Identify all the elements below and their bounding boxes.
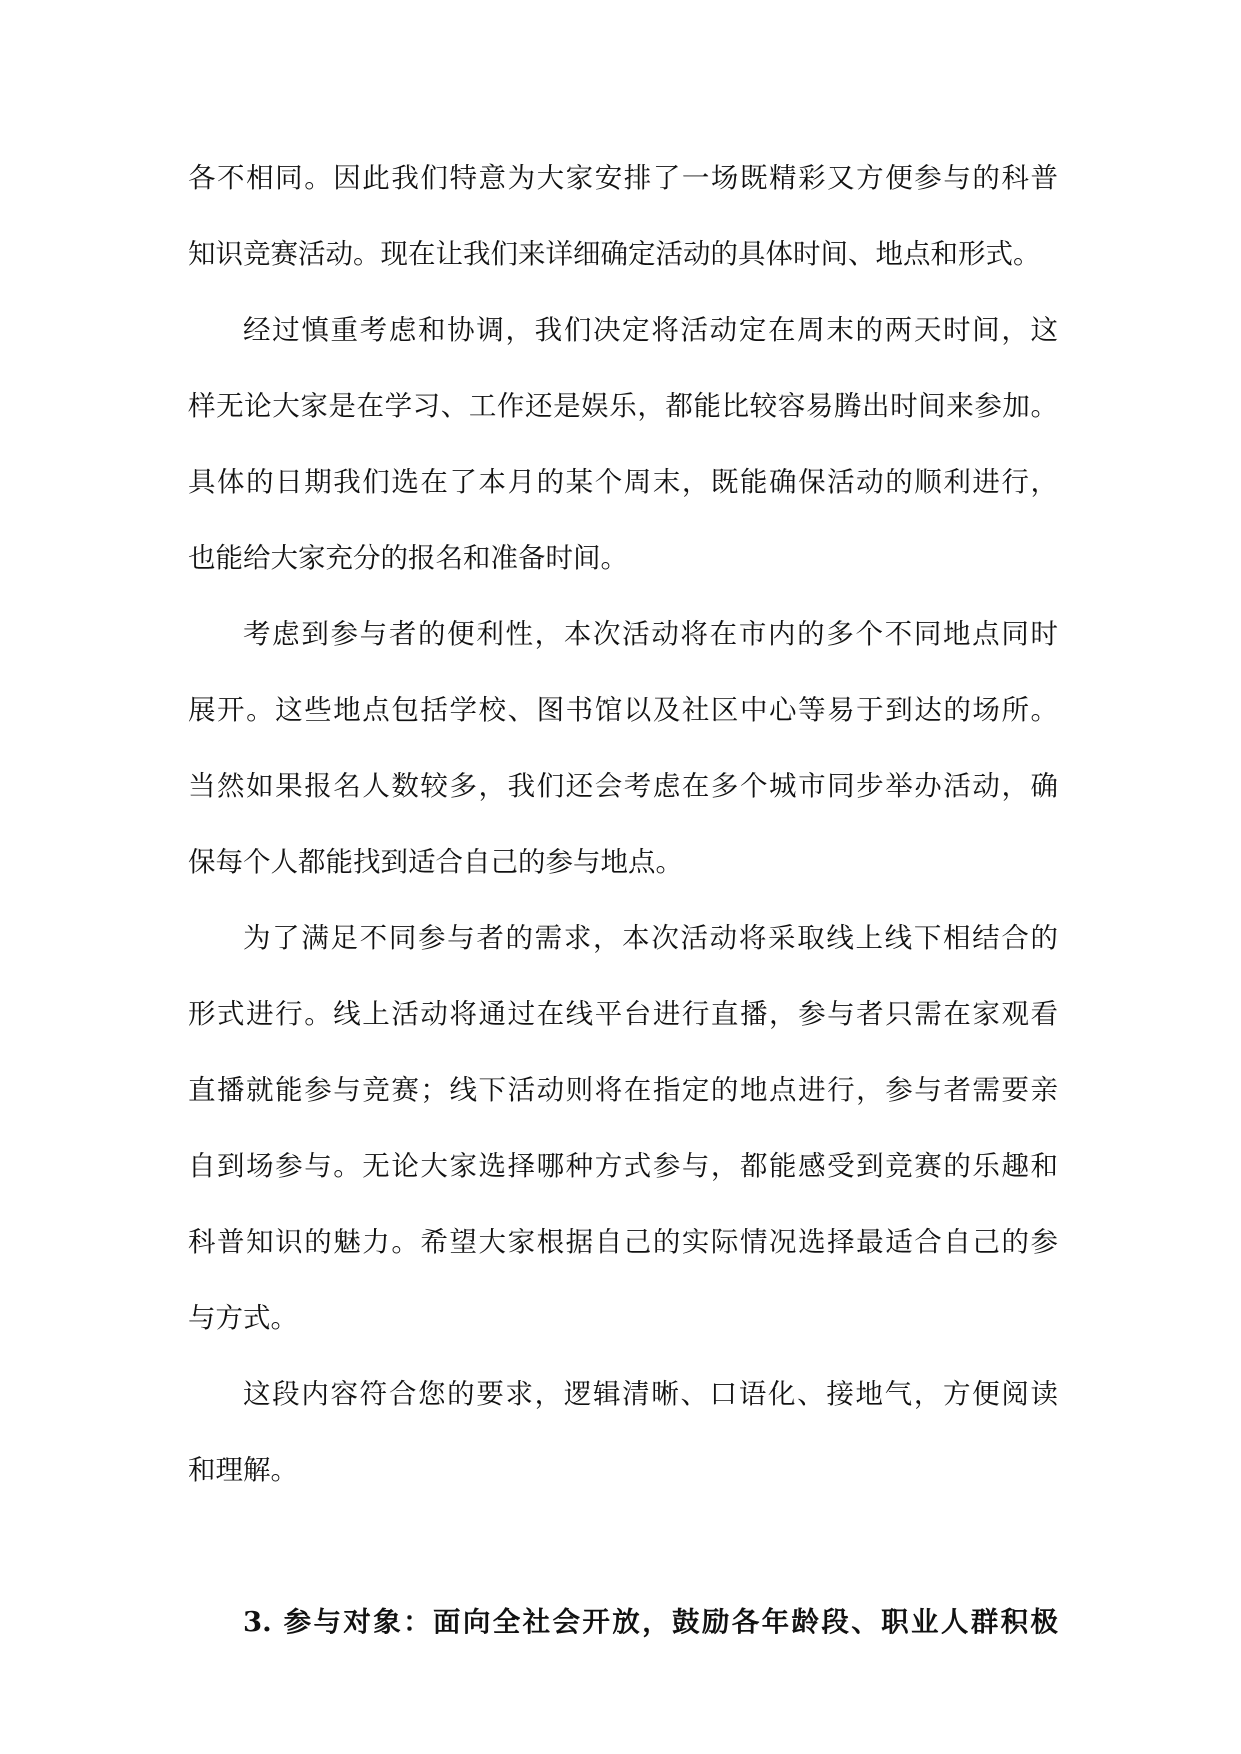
text-line: 知识竞赛活动。现在让我们来详细确定活动的具体时间、地点和形式。 [188,238,1041,270]
text-line: 经过慎重考虑和协调，我们决定将活动定在周末的两天时间，这 [243,314,1058,346]
text-line: 保每个人都能找到适合自己的参与地点。 [188,846,683,878]
text-line: 直播就能参与竞赛；线下活动则将在指定的地点进行，参与者需要亲 [188,1074,1058,1106]
section-heading: 3. 参与对象：面向全社会开放，鼓励各年龄段、职业人群积极 [243,1606,1058,1638]
text-line: 各不相同。因此我们特意为大家安排了一场既精彩又方便参与的科普 [188,162,1058,194]
document-page [188,140,1058,1660]
paragraph-2 [188,292,1058,596]
text-line: 科普知识的魅力。希望大家根据自己的实际情况选择最适合自己的参 [188,1226,1058,1258]
text-line: 具体的日期我们选在了本月的某个周末，既能确保活动的顺利进行， [188,466,1058,498]
text-line: 与方式。 [188,1302,298,1334]
text-line: 展开。这些地点包括学校、图书馆以及社区中心等易于到达的场所。 [188,694,1058,726]
paragraph-1 [188,140,1058,292]
paragraph-5 [188,1356,1058,1508]
text-line: 也能给大家充分的报名和准备时间。 [188,542,628,574]
text-line: 形式进行。线上活动将通过在线平台进行直播，参与者只需在家观看 [188,998,1058,1030]
paragraph-4 [188,900,1058,1356]
text-line: 这段内容符合您的要求，逻辑清晰、口语化、接地气，方便阅读 [243,1378,1058,1410]
text-line: 为了满足不同参与者的需求，本次活动将采取线上线下相结合的 [243,922,1058,954]
text-line: 和理解。 [188,1454,298,1486]
text-line: 样无论大家是在学习、工作还是娱乐，都能比较容易腾出时间来参加。 [188,390,1058,422]
paragraph-3 [188,596,1058,900]
text-line: 当然如果报名人数较多，我们还会考虑在多个城市同步举办活动，确 [188,770,1058,802]
text-line: 自到场参与。无论大家选择哪种方式参与，都能感受到竞赛的乐趣和 [188,1150,1058,1182]
paragraph-gap [188,1508,1058,1584]
text-line: 考虑到参与者的便利性，本次活动将在市内的多个不同地点同时 [243,618,1058,650]
